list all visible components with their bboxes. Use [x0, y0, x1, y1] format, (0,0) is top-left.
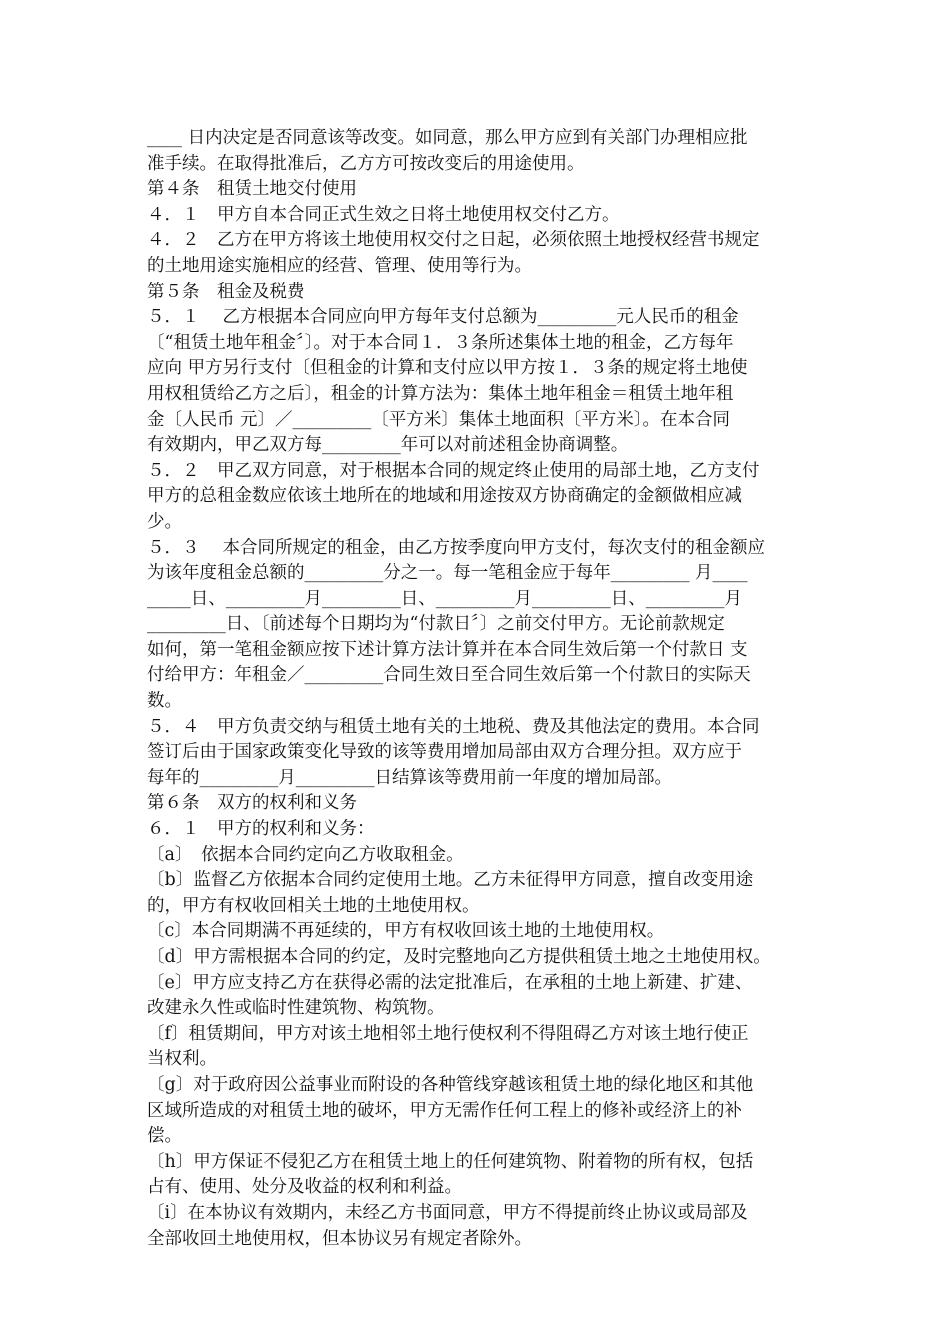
text-line: _________日、〔前述每个日期均为“付款日〞〕之前交付甲方。无论前款规定 — [147, 614, 725, 635]
text-line: 签订后由于国家政策变化导致的该等费用增加局部由双方合理分担。双方应于 — [147, 742, 742, 763]
article-heading: 第６条 双方的权利和义务 — [147, 793, 357, 814]
text-line: _____日、_________月_________日、_________月_________日、_________月 — [147, 588, 742, 609]
text-line: 〔i〕在本协议有效期内，未经乙方书面同意，甲方不得提前终止协议或局部及 — [147, 1202, 748, 1223]
text-line: 〔f〕租赁期间，甲方对该土地相邻土地行使权利不得阻碍乙方对该土地行使正 — [147, 1023, 749, 1044]
text-line: 金〔人民币 元〕／_________〔平方米〕集体土地面积〔平方米〕。在本合同 — [147, 409, 731, 430]
text-line: 改建永久性或临时性建筑物、构筑物。 — [147, 998, 445, 1019]
text-line: 用权租赁给乙方之后〕，租金的计算方法为：集体土地年租金＝租赁土地年租 — [147, 383, 734, 404]
text-line: 数。 — [147, 691, 182, 712]
text-line: ４．１ 甲方自本合同正式生效之日将土地使用权交付乙方。 — [147, 204, 620, 225]
text-line: 〔b〕监督乙方依据本合同约定使用土地。乙方未征得甲方同意，擅自改变用途 — [147, 870, 754, 891]
text-line: 〔h〕甲方保证不侵犯乙方在租赁土地上的任何建筑物、附着物的所有权，包括 — [147, 1151, 754, 1172]
text-line: 的土地用途实施相应的经营、管理、使用等行为。 — [147, 255, 532, 276]
text-line: 全部收回土地使用权，但本协议另有规定者除外。 — [147, 1228, 532, 1249]
text-line: ５．１ 乙方根据本合同应向甲方每年支付总额为_________元人民币的租金 — [147, 307, 739, 328]
text-line: ６．１ 甲方的权利和义务： — [147, 819, 375, 840]
text-line: 区域所造成的对租赁土地的破坏，甲方无需作任何工程上的修补或经济上的补 — [147, 1100, 742, 1121]
text-line: 〔g〕对于政府因公益事业而附设的各种管线穿越该租赁土地的绿化地区和其他 — [147, 1074, 754, 1095]
text-line: 当权利。 — [147, 1049, 217, 1070]
text-line: 偿。 — [147, 1126, 182, 1147]
text-line: 〔d〕甲方需根据本合同的约定，及时完整地向乙方提供租赁土地之土地使用权。 — [147, 947, 771, 967]
text-line: ５．２ 甲乙双方同意，对于根据本合同的规定终止使用的局部土地，乙方支付 — [147, 460, 760, 481]
text-line: 甲方的总租金数应依该土地所在的地域和用途按双方协商确定的金额做相应减 — [147, 486, 742, 507]
text-line: 有效期内，甲乙双方每_________年可以对前述租金协商调整。 — [147, 435, 629, 456]
text-line: 应向 甲方另行支付〔但租金的计算和支付应以甲方按１．３条的规定将土地使 — [147, 358, 748, 379]
text-line: 占有、使用、处分及收益的权利和利益。 — [147, 1177, 462, 1198]
text-line: 为该年度租金总额的_________分之一。每一笔租金应于每年_________ 月____ — [147, 563, 748, 584]
text-line: 如何，第一笔租金额应按下述计算方法计算并在本合同生效后第一个付款日 支 — [147, 639, 748, 660]
document-body — [147, 126, 819, 1252]
text-line: 〔a〕 依据本合同约定向乙方收取租金。 — [147, 844, 464, 865]
text-line: ５．４ 甲方负责交纳与租赁土地有关的土地税、费及其他法定的费用。本合同 — [147, 716, 760, 737]
text-line: 付给甲方：年租金／_________合同生效日至合同生效后第一个付款日的实际天 — [147, 665, 751, 686]
text-line: 少。 — [147, 511, 182, 532]
text-line: 准手续。在取得批准后，乙方方可按改变后的用途使用。 — [147, 153, 585, 174]
article-heading: 第４条 租赁土地交付使用 — [147, 179, 357, 200]
article-heading: 第５条 租金及税费 — [147, 281, 305, 302]
text-line: 〔c〕本合同期满不再延续的，甲方有权收回该土地的土地使用权。 — [147, 921, 665, 942]
text-line: ____ 日内决定是否同意该等改变。如同意，那么甲方应到有关部门办理相应批 — [147, 128, 748, 148]
text-line: 的，甲方有权收回相关土地的土地使用权。 — [147, 895, 480, 916]
text-line: 〔“租赁土地年租金〞〕。对于本合同１．３条所述集体土地的租金，乙方每年 — [147, 332, 734, 353]
text-line: 每年的_________月_________日结算该等费用前一年度的增加局部。 — [147, 767, 672, 788]
text-line: ４．２ 乙方在甲方将该土地使用权交付之日起，必须依照土地授权经营书规定 — [147, 230, 760, 251]
text-line: ５．３ 本合同所规定的租金，由乙方按季度向甲方支付，每次支付的租金额应 — [147, 537, 766, 558]
text-line: 〔e〕甲方应支持乙方在获得必需的法定批准后，在承租的土地上新建、扩建、 — [147, 972, 753, 993]
